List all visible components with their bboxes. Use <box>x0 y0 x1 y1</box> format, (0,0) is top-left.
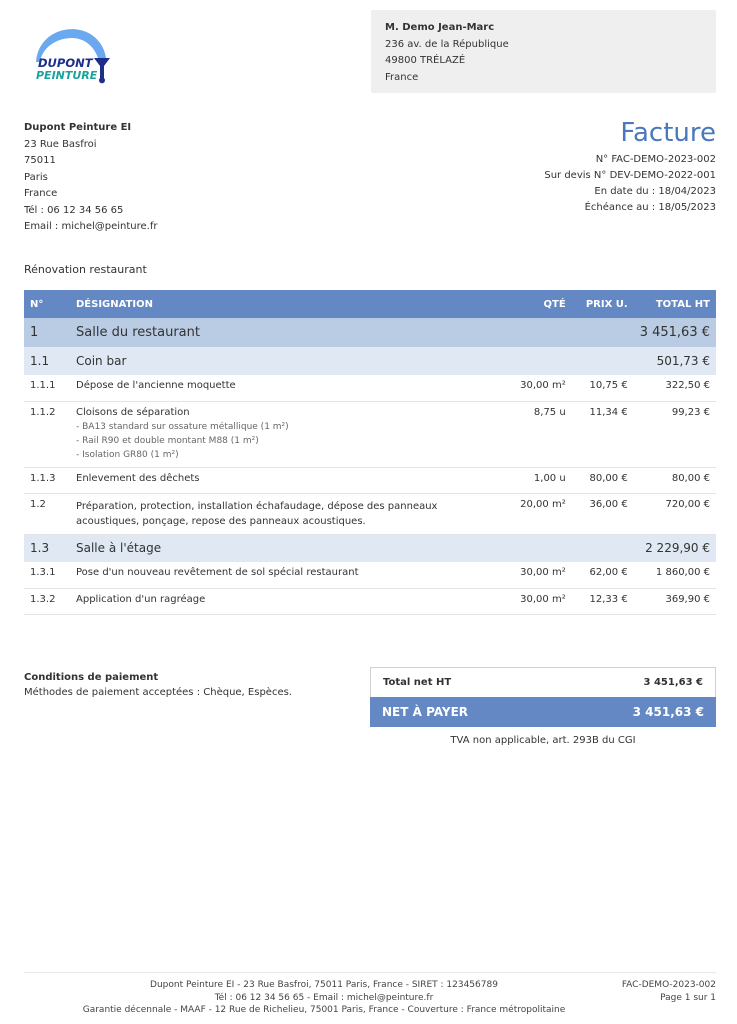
footer-divider <box>24 972 716 973</box>
header-total: TOTAL HT <box>634 290 716 318</box>
net-to-pay-row <box>370 697 716 727</box>
footer-line-1: Dupont Peinture EI - 23 Rue Basfroi, 75011 Paris, France - SIRET : 123456789 <box>150 980 498 990</box>
row-designation: Préparation, protection, installation échafaudage, dépose des panneaux acoustiques, ponçage, repose des panneaux acoustiques. <box>70 493 502 534</box>
table-row <box>24 375 716 401</box>
row-unit-price: 36,00 € <box>572 493 634 534</box>
items-table <box>24 290 716 615</box>
row-quantity: 8,75 u <box>502 401 572 467</box>
row-number: 1 <box>24 318 70 347</box>
payment-conditions <box>24 670 292 700</box>
client-name: M. Demo Jean-Marc <box>385 22 495 33</box>
table-row <box>24 467 716 493</box>
total-net-row <box>370 667 716 697</box>
company-email: Email : michel@peinture.fr <box>24 221 158 232</box>
header-quantity: QTÉ <box>502 290 572 318</box>
row-quantity: 20,00 m² <box>502 493 572 534</box>
row-total: 369,90 € <box>634 588 716 614</box>
row-designation: Application d'un ragréage <box>70 588 502 614</box>
svg-text:DUPONT: DUPONT <box>38 56 93 70</box>
payment-title: Conditions de paiement <box>24 672 159 683</box>
invoice-number: N° FAC-DEMO-2023-002 <box>595 154 716 165</box>
net-to-pay-label: NET À PAYER <box>382 705 469 719</box>
subsection-row <box>24 534 716 562</box>
company-logo <box>32 24 112 86</box>
table-row <box>24 588 716 614</box>
row-designation: Salle du restaurant <box>70 318 634 347</box>
company-country: France <box>24 188 58 199</box>
row-quantity: 30,00 m² <box>502 375 572 401</box>
header-unit-price: PRIX U. <box>572 290 634 318</box>
document-title: Facture <box>620 118 716 148</box>
row-number: 1.1.3 <box>24 467 70 493</box>
total-net-value: 3 451,63 € <box>643 677 703 688</box>
footer-doc-ref: FAC-DEMO-2023-002 <box>621 980 716 990</box>
row-total: 80,00 € <box>634 467 716 493</box>
row-quantity: 30,00 m² <box>502 562 572 588</box>
row-designation: Cloisons de séparation <box>76 406 190 418</box>
detail-line: - Isolation GR80 (1 m²) <box>76 449 179 460</box>
table-row <box>24 401 716 467</box>
row-total: 99,23 € <box>634 401 716 467</box>
row-number: 1.3.1 <box>24 562 70 588</box>
company-name: Dupont Peinture EI <box>24 122 132 133</box>
row-unit-price: 12,33 € <box>572 588 634 614</box>
section-row <box>24 318 716 347</box>
row-total: 1 860,00 € <box>634 562 716 588</box>
row-unit-price: 80,00 € <box>572 467 634 493</box>
footer-line-3: Garantie décennale - MAAF - 12 Rue de Richelieu, 75001 Paris, France - Couverture : France métropolitaine <box>82 1005 566 1015</box>
subsection-row <box>24 347 716 375</box>
project-title: Rénovation restaurant <box>24 263 147 276</box>
row-details <box>76 420 496 462</box>
row-number: 1.2 <box>24 493 70 534</box>
row-unit-price: 11,34 € <box>572 401 634 467</box>
payment-methods: Méthodes de paiement acceptées : Chèque, Espèces. <box>24 687 292 698</box>
invoice-date: En date du : 18/04/2023 <box>594 186 716 197</box>
footer-legal <box>24 979 624 1017</box>
paint-roller-logo-icon <box>32 24 112 86</box>
row-number: 1.1 <box>24 347 70 375</box>
header-number: N° <box>24 290 70 318</box>
client-country: France <box>385 71 419 83</box>
company-info <box>24 120 158 236</box>
row-number: 1.1.1 <box>24 375 70 401</box>
row-number: 1.1.2 <box>24 401 70 467</box>
detail-line: - BA13 standard sur ossature métallique (1 m²) <box>76 421 289 432</box>
detail-line: - Rail R90 et double montant M88 (1 m²) <box>76 435 259 446</box>
client-address: 236 av. de la République <box>385 38 509 50</box>
vat-note: TVA non applicable, art. 293B du CGI <box>450 735 636 746</box>
client-city: 49800 TRÉLAZÉ <box>385 55 466 66</box>
row-quantity: 30,00 m² <box>502 588 572 614</box>
total-net-label: Total net HT <box>383 677 452 688</box>
row-total: 2 229,90 € <box>634 534 716 562</box>
document-header <box>544 116 716 216</box>
row-unit-price: 10,75 € <box>572 375 634 401</box>
footer-line-2: Tél : 06 12 34 56 65 - Email : michel@peinture.fr <box>214 992 434 1003</box>
company-phone: Tél : 06 12 34 56 65 <box>24 204 124 216</box>
net-to-pay-value: 3 451,63 € <box>632 705 704 719</box>
row-designation: Dépose de l'ancienne moquette <box>70 375 502 401</box>
header-designation: DÉSIGNATION <box>70 290 502 318</box>
row-total: 720,00 € <box>634 493 716 534</box>
row-unit-price: 62,00 € <box>572 562 634 588</box>
row-number: 1.3.2 <box>24 588 70 614</box>
company-street: 23 Rue Basfroi <box>24 138 97 150</box>
svg-text:PEINTURE: PEINTURE <box>36 69 98 82</box>
quote-reference: Sur devis N° DEV-DEMO-2022-001 <box>544 170 716 181</box>
row-quantity: 1,00 u <box>502 467 572 493</box>
table-row <box>24 562 716 588</box>
company-postcode: 75011 <box>24 155 56 166</box>
company-city: Paris <box>24 171 48 183</box>
table-row <box>24 493 716 534</box>
footer-page-info <box>622 979 716 1004</box>
row-total: 322,50 € <box>634 375 716 401</box>
totals-block <box>370 667 716 746</box>
client-address-block <box>371 10 716 93</box>
row-total: 501,73 € <box>634 347 716 375</box>
row-designation: Enlevement des dêchets <box>70 467 502 493</box>
row-number: 1.3 <box>24 534 70 562</box>
page-number: Page 1 sur 1 <box>660 992 716 1003</box>
row-designation: Pose d'un nouveau revêtement de sol spécial restaurant <box>70 562 502 588</box>
due-date: Échéance au : 18/05/2023 <box>584 202 716 213</box>
row-designation: Salle à l'étage <box>70 534 634 562</box>
row-total: 3 451,63 € <box>634 318 716 347</box>
table-header-row <box>24 290 716 318</box>
row-designation: Coin bar <box>70 347 634 375</box>
row-designation-cell <box>70 401 502 467</box>
